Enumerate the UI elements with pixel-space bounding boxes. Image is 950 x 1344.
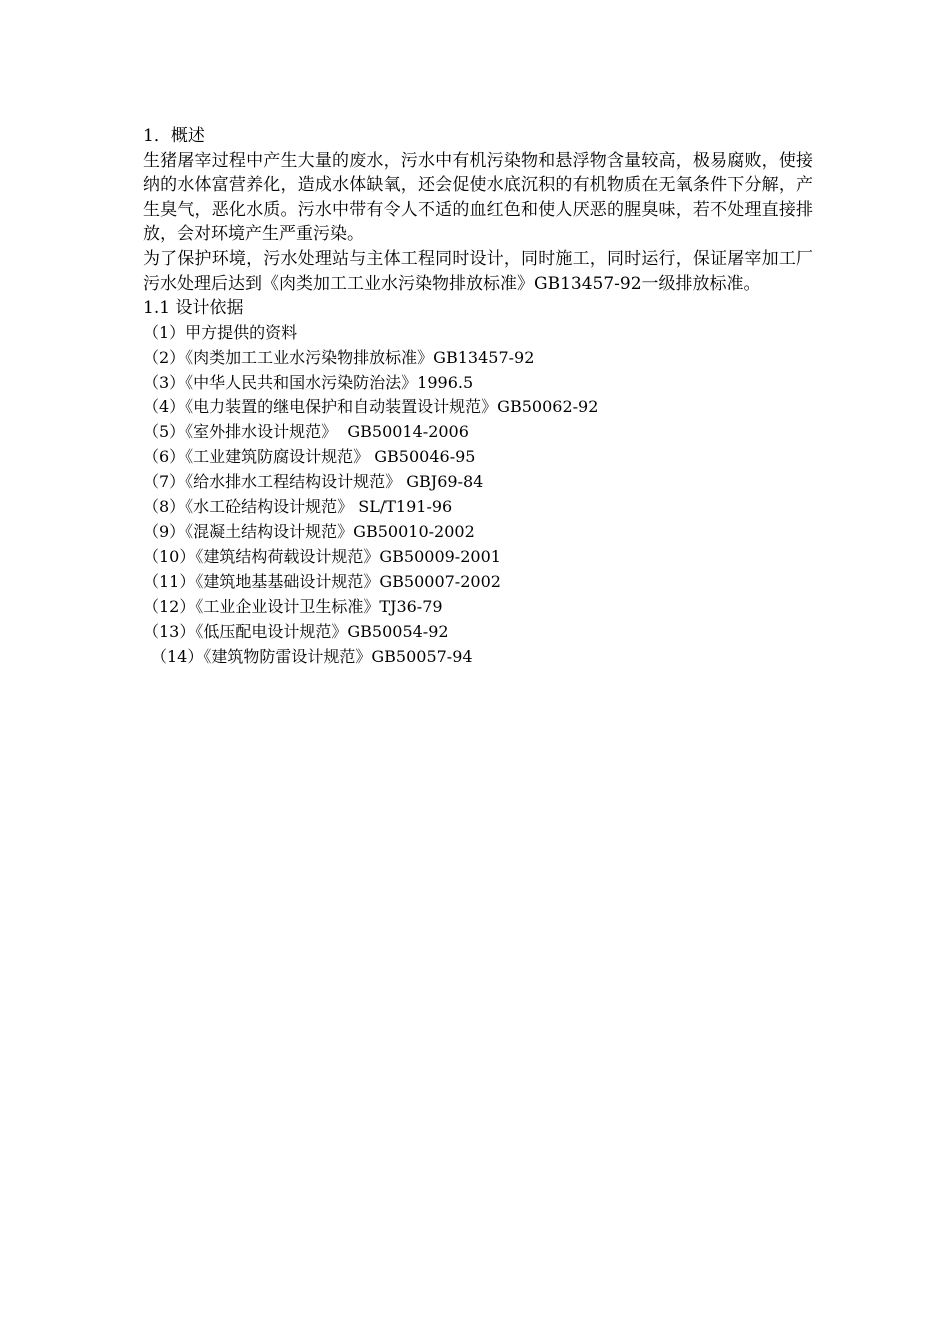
overview-paragraph-2: 为了保护环境，污水处理站与主体工程同时设计，同时施工，同时运行，保证屠宰加工厂污水处理后达到《肉类加工工业水污染物排放标准》GB13457-92一级排放标准。	[143, 248, 813, 294]
list-item: （4）《电力装置的继电保护和自动装置设计规范》GB50062-92	[143, 397, 599, 417]
list-item: （3）《中华人民共和国水污染防治法》1996.5	[143, 372, 474, 392]
list-item: （8）《水工砼结构设计规范》 SL/T191-96	[143, 497, 453, 517]
subsection-title: 1.1 设计依据	[143, 298, 244, 319]
design-basis-list	[143, 321, 813, 670]
list-item: （6）《工业建筑防腐设计规范》 GB50046-95	[143, 447, 476, 467]
list-item: （2）《肉类加工工业水污染物排放标准》GB13457-92	[143, 347, 535, 367]
list-item: （12）《工业企业设计卫生标准》TJ36-79	[143, 596, 443, 616]
list-item: （9）《混凝土结构设计规范》GB50010-2002	[143, 522, 475, 541]
overview-paragraph-1: 生猪屠宰过程中产生大量的废水，污水中有机污染物和悬浮物含量较高，极易腐败，使接纳的水体富营养化，造成水体缺氧，还会促使水底沉积的有机物质在无氧条件下分解，产生臭气，恶化水质。污水中带有令人不适的血红色和使人厌恶的腥臭味，若不处理直接排放，会对环境产生严重污染。	[143, 150, 813, 245]
section-title: 1．概述	[143, 126, 205, 146]
list-item: （1）甲方提供的资料	[143, 322, 298, 342]
list-item: （10）《建筑结构荷载设计规范》GB50009-2001	[143, 546, 501, 566]
list-item: （14）《建筑物防雷设计规范》GB50057-94	[151, 646, 473, 666]
list-item: （11）《建筑地基基础设计规范》GB50007-2002	[143, 571, 501, 591]
list-item: （7）《给水排水工程结构设计规范》 GBJ69-84	[143, 472, 484, 492]
list-item: （13）《低压配电设计规范》GB50054-92	[143, 621, 449, 641]
document-page	[143, 124, 813, 669]
list-item: （5）《室外排水设计规范》 GB50014-2006	[143, 422, 469, 442]
